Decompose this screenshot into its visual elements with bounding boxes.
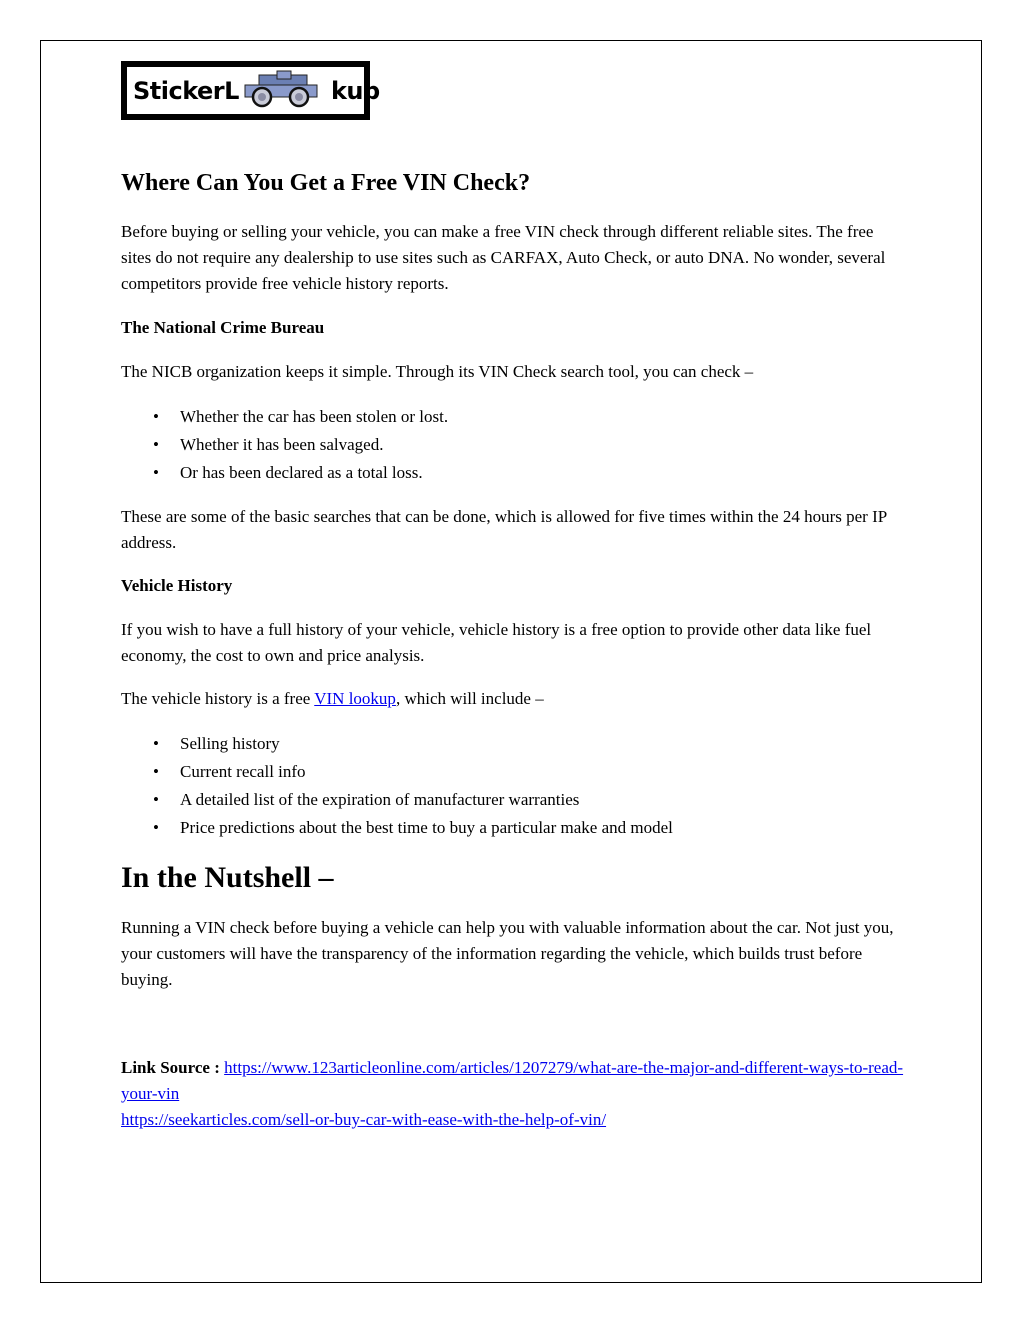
link-source-line — [121, 1055, 906, 1107]
sticker-lookup-logo — [121, 61, 380, 120]
logo-text-l: L — [224, 77, 239, 105]
nicb-list — [121, 403, 906, 487]
nutshell-body-text: Running a VIN check before buying a vehicle can help you with valuable information about the car. Not just you, your customers will have the transparency of the information regarding the vehicle, which builds trust before buying. — [121, 918, 894, 989]
link-source-line-2 — [121, 1107, 906, 1133]
source-link-1[interactable]: https://www.123articleonline.com/articles/1207279/what-are-the-major-and-different-ways-to-read-your-vin — [121, 1058, 904, 1103]
nicb-bullet-list — [121, 403, 906, 487]
nicb-intro-text: The NICB organization keeps it simple. Through its VIN Check search tool, you can check – — [121, 362, 754, 381]
logo-inner — [125, 65, 380, 116]
history-list — [121, 730, 906, 842]
link-source-label: Link Source : — [121, 1058, 225, 1077]
list-item: • Current recall info — [121, 758, 906, 786]
nicb-subheading — [121, 315, 906, 341]
history-para2-after: , which will include – — [395, 689, 544, 708]
history-subheading — [121, 573, 906, 599]
history-para2 — [121, 686, 906, 712]
history-bullet-list — [121, 730, 906, 842]
history-para1-text: If you wish to have a full history of your vehicle, vehicle history is a free option to provide other data like fuel economy, the cost to own and price analysis. — [121, 620, 872, 665]
intro-text: Before buying or selling your vehicle, you can make a free VIN check through different reliable sites. The free sites do not require any dealership to use sites such as CARFAX, Auto Check, or auto DNA. No wonder, several competitors provide free vehicle history reports. — [121, 222, 886, 293]
list-item: • Price predictions about the best time to buy a particular make and model — [121, 814, 906, 842]
logo-wordmark — [133, 77, 380, 105]
history-subheading-text: Vehicle History — [121, 576, 233, 595]
nicb-subheading-text: The National Crime Bureau — [121, 318, 325, 337]
vin-lookup-link[interactable]: VIN lookup — [314, 689, 396, 708]
section-heading-free-vin-check: Where Can You Get a Free VIN Check? — [121, 170, 531, 196]
list-item: • Whether the car has been stolen or lost. — [121, 403, 906, 431]
intro-paragraph — [121, 219, 906, 297]
nutshell-heading: In the Nutshell – — [121, 861, 334, 894]
list-item: • Whether it has been salvaged. — [121, 431, 906, 459]
nicb-note — [121, 504, 906, 556]
history-para2-text — [121, 686, 906, 712]
nicb-note-text: These are some of the basic searches that can be done, which is allowed for five times within the 24 hours per IP address. — [121, 507, 887, 552]
list-item: • Selling history — [121, 730, 906, 758]
list-item: • A detailed list of the expiration of manufacturer warranties — [121, 786, 906, 814]
link-source — [121, 1055, 906, 1133]
history-para2-before: The vehicle history is a free — [121, 689, 315, 708]
logo-text-right: kup — [330, 77, 380, 105]
nicb-intro — [121, 359, 906, 385]
history-para1 — [121, 617, 906, 669]
list-item: • Or has been declared as a total loss. — [121, 459, 906, 487]
source-link-2[interactable]: https://seekarticles.com/sell-or-buy-car-with-ease-with-the-help-of-vin/ — [121, 1110, 607, 1129]
nutshell-body — [121, 915, 906, 993]
logo-text-left: Sticker — [133, 77, 225, 105]
